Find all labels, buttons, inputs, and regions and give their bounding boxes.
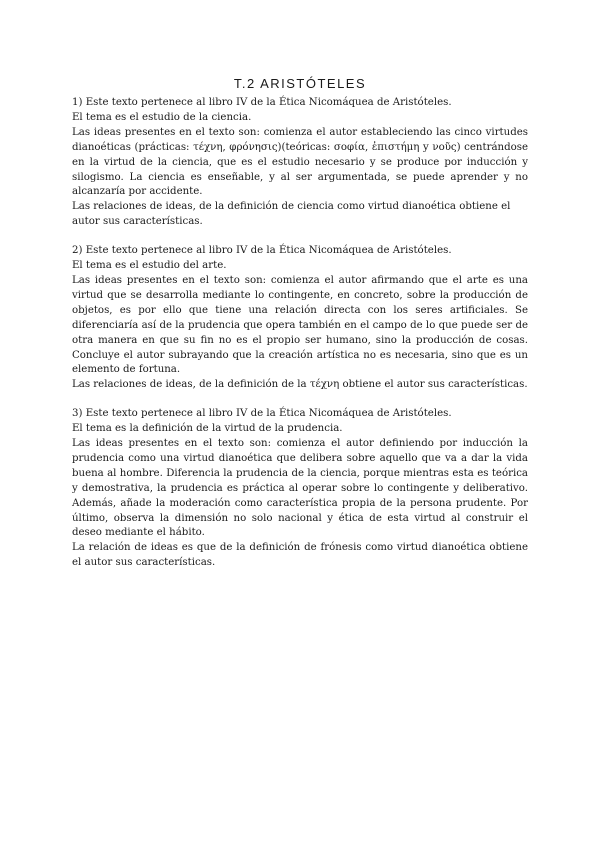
section-1 [72, 96, 528, 230]
section-relaciones: Las relaciones de ideas, de la definición de ciencia como virtud dianoética obtiene el autor sus características. [72, 201, 511, 228]
section-tema: El tema es el estudio de la ciencia. [72, 111, 252, 123]
section-ideas: Las ideas presentes en el texto son: comienza el autor estableciendo las cinco virtudes dianoéticas (prácticas: τέχνη, φρόνησις)(teóricas: σοφία, ἐπιστήμη y νοῦς) centrándose en la virtud de la ciencia, que es el estudio necesario y se produce por inducción y silogismo. La ciencia es enseñable, y al ser argumentada, se puede aprender y no alcanzaría por accidente. [72, 126, 528, 198]
section-tema: El tema es la definición de la virtud de la prudencia. [72, 423, 343, 435]
section-intro: 1) Este texto pertenece al libro IV de la Ética Nicomáquea de Aristóteles. [72, 97, 452, 108]
section-intro: 2) Este texto pertenece al libro IV de la Ética Nicomáquea de Aristóteles. [72, 245, 452, 257]
document-body [72, 96, 528, 585]
section-ideas: Las ideas presentes en el texto son: comienza el autor afirmando que el arte es una virtud que se desarrolla mediante lo contingente, en concreto, sobre la producción de objetos, es por ello que tiene una relación directa con los seres artificiales. Se diferenciaría así de la prudencia que opera también en el campo de lo que puede ser de otra manera en que su fin no es el propio ser humano, sino la producción de cosas. Concluye el autor subrayando que la creación artística no es necesaria, sino que es un elemento de fortuna. [72, 274, 528, 376]
section-tema: El tema es el estudio del arte. [72, 260, 227, 272]
page-title: T.2 ARISTÓTELES [233, 76, 367, 91]
section-relaciones: La relación de ideas es que de la definición de frónesis como virtud dianoética obtiene el autor sus características. [72, 542, 528, 569]
section-3 [72, 407, 528, 571]
section-2 [72, 244, 528, 393]
section-ideas: Las ideas presentes en el texto son: comienza el autor definiendo por inducción la prudencia como una virtud dianoética que delibera sobre aquello que va a dar la vida buena al hombre. Diferencia la prudencia de la ciencia, porque mientras esta es teórica y demostrativa, la prudencia es práctica al operar sobre lo contingente y deliberativo. Además, añade la moderación como característica propia de la persona prudente. Por último, observa la dimensión no solo nacional y ética de esta virtud al construir el deseo mediante el hábito. [72, 438, 528, 539]
section-relaciones: Las relaciones de ideas, de la definición de la τέχνη obtiene el autor sus características. [72, 379, 528, 391]
section-intro: 3) Este texto pertenece al libro IV de la Ética Nicomáquea de Aristóteles. [72, 408, 452, 420]
